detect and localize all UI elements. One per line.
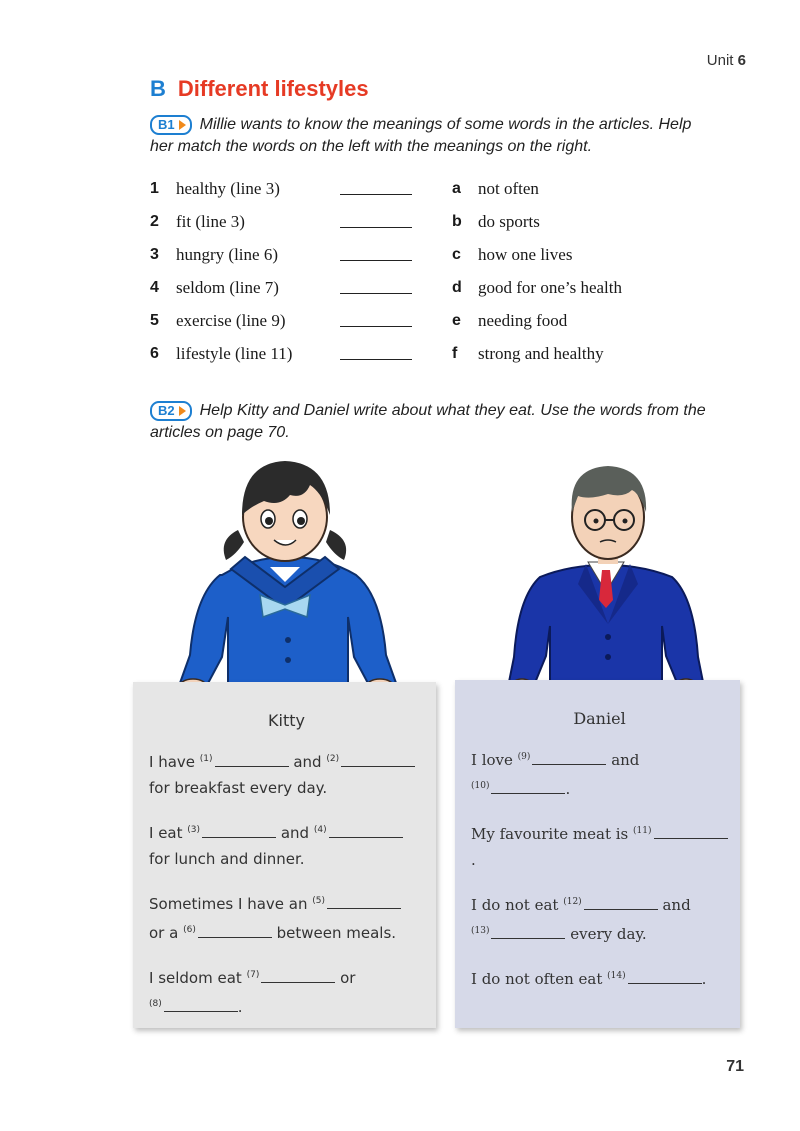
daniel-sentence: My favourite meat is $^{(11)}$. <box>471 818 728 873</box>
gap-blank[interactable] <box>202 823 276 838</box>
answer-blank[interactable] <box>340 182 412 195</box>
daniel-illustration <box>500 462 710 702</box>
match-row: 2 fit (line 3) b do sports <box>150 211 540 231</box>
daniel-sentence: I love $^{(9)}$ and $^{(10)}$ . <box>471 751 640 798</box>
section-heading: Different lifestyles <box>177 76 369 101</box>
answer-blank[interactable] <box>340 248 412 261</box>
b1-instruction: B1 Millie wants to know the meanings of some words in the articles. Help her match the words on the left with the meanings on the right. <box>150 116 692 155</box>
answer-blank[interactable] <box>340 215 412 228</box>
match-row: 1 healthy (line 3) a not often <box>150 178 539 198</box>
kitty-sentence: I seldom eat $^{(7)}$ or $^{(8)}$ . <box>149 969 356 1016</box>
daniel-sentence: I do not often eat $^{(14)}$ . <box>471 970 707 988</box>
kitty-illustration <box>160 455 410 700</box>
gap-blank[interactable] <box>628 969 702 984</box>
daniel-note <box>455 680 740 1028</box>
gap-blank[interactable] <box>215 752 289 767</box>
gap-blank[interactable] <box>584 895 658 910</box>
match-row: 3 hungry (line 6) c how one lives <box>150 244 573 264</box>
b2-badge: B2 <box>150 401 192 421</box>
gap-blank[interactable] <box>491 779 565 794</box>
answer-blank[interactable] <box>340 281 412 294</box>
page-number: 71 <box>726 1058 744 1075</box>
match-row: 6 lifestyle (line 11) f strong and healthy <box>150 343 604 363</box>
play-icon <box>179 406 186 416</box>
gap-blank[interactable] <box>198 923 272 938</box>
matching-exercise <box>150 172 710 370</box>
section-letter: B <box>150 76 166 101</box>
kitty-sentence: Sometimes I have an $^{(5)}$ or a $^{(6)}$ between meals. <box>149 888 424 946</box>
unit-label: Unit 6 <box>706 52 746 69</box>
answer-blank[interactable] <box>340 314 412 327</box>
gap-blank[interactable] <box>532 750 606 765</box>
daniel-sentence: I do not eat $^{(12)}$ and $^{(13)}$ every day. <box>471 896 691 943</box>
section-title <box>150 76 369 102</box>
kitty-note <box>133 682 436 1028</box>
match-row: 5 exercise (line 9) e needing food <box>150 310 568 330</box>
gap-blank[interactable] <box>164 997 238 1012</box>
match-row: 4 seldom (line 7) d good for one’s health <box>150 277 622 297</box>
kitty-name: Kitty <box>268 711 305 730</box>
gap-blank[interactable] <box>654 824 728 839</box>
b2-instruction: B2 Help Kitty and Daniel write about what they eat. Use the words from the articles on page 70. <box>150 402 706 441</box>
gap-blank[interactable] <box>261 968 335 983</box>
answer-blank[interactable] <box>340 347 412 360</box>
gap-blank[interactable] <box>491 924 565 939</box>
b1-badge: B1 <box>150 115 192 135</box>
gap-blank[interactable] <box>327 894 401 909</box>
kitty-sentence: I eat $^{(3)}$ and $^{(4)}$ for lunch and dinner. <box>149 817 424 872</box>
play-icon <box>179 120 186 130</box>
gap-blank[interactable] <box>329 823 403 838</box>
kitty-sentence: I have $^{(1)}$ and $^{(2)}$ for breakfast every day. <box>149 746 424 801</box>
gap-blank[interactable] <box>341 752 415 767</box>
daniel-name: Daniel <box>573 709 626 728</box>
